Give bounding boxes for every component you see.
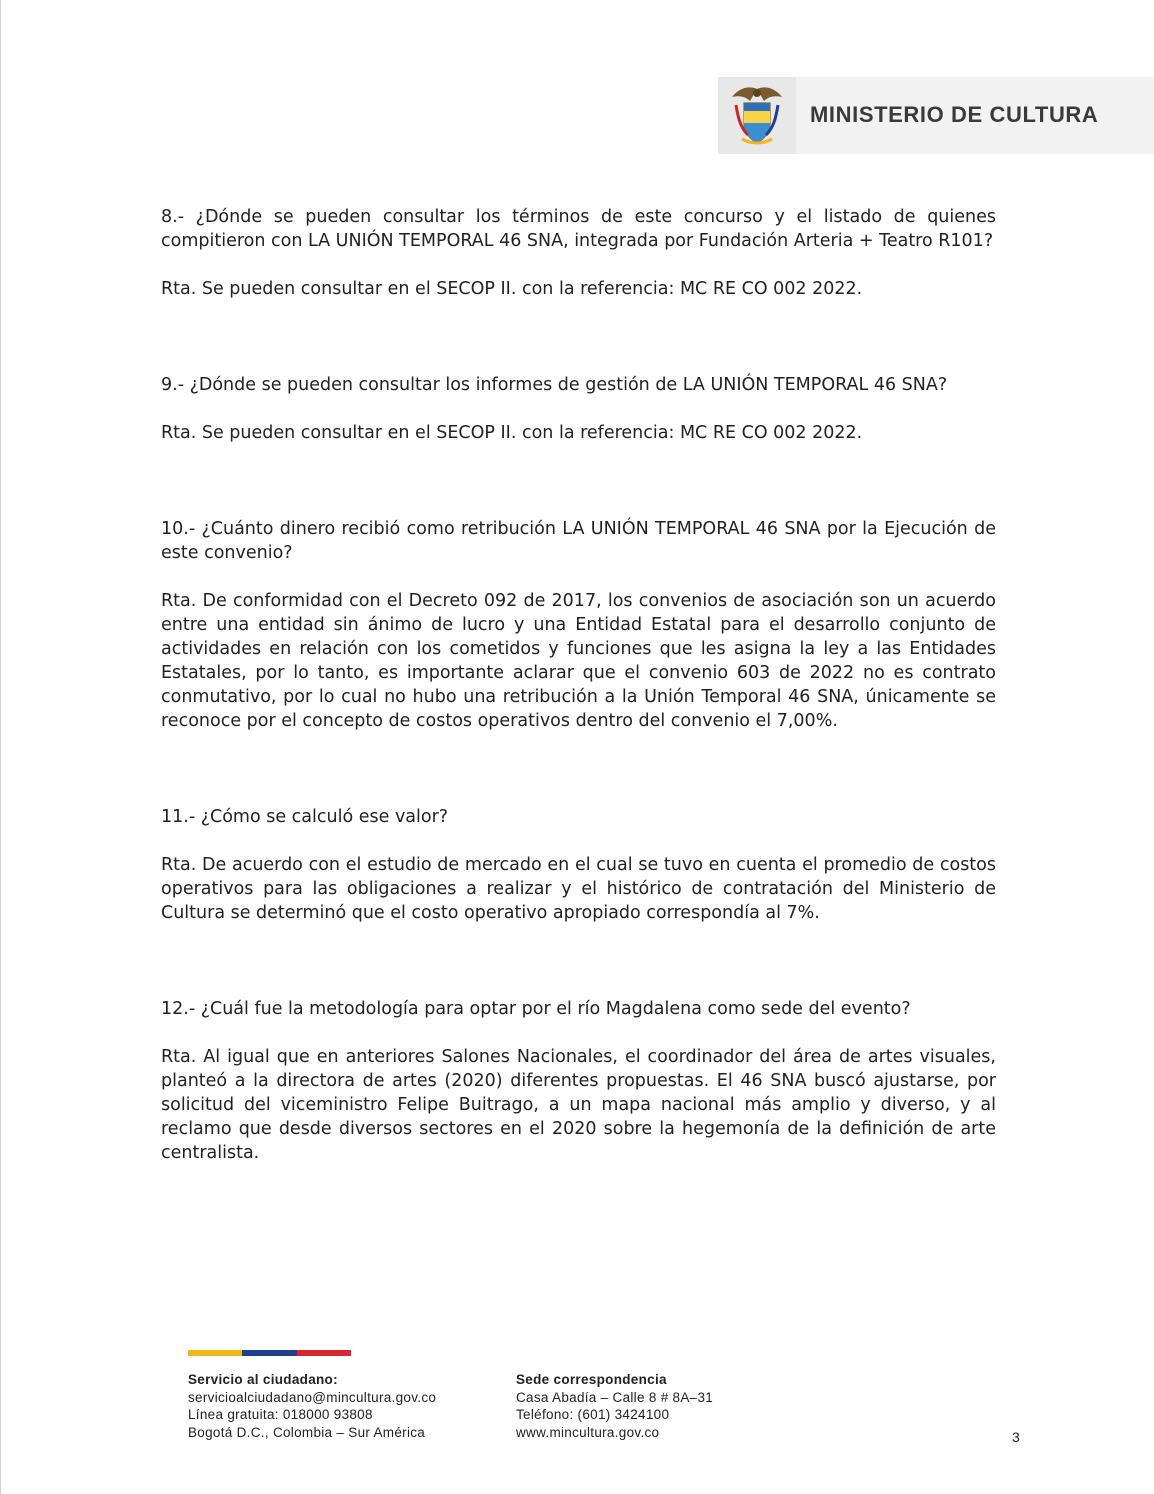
flag-stripe-yellow	[188, 1350, 242, 1356]
page-number: 3	[1012, 1429, 1020, 1445]
question: 10.- ¿Cuánto dinero recibió como retribución LA UNIÓN TEMPORAL 46 SNA por la Ejecución de este convenio?	[161, 519, 996, 563]
colombia-coat-of-arms-icon	[728, 83, 786, 147]
question: 8.- ¿Dónde se pueden consultar los términos de este concurso y el listado de quienes compitieron con LA UNIÓN TEMPORAL 46 SNA, integrada por Fundación Arteria + Teatro R101?	[161, 207, 996, 251]
flag-stripe-red	[297, 1350, 351, 1356]
qa-item	[161, 373, 996, 445]
flag-bar	[188, 1350, 351, 1356]
header	[718, 77, 1154, 154]
footer-citizen-service	[188, 1371, 436, 1441]
footer-location: Bogotá D.C., Colombia – Sur América	[188, 1424, 426, 1440]
ministry-name: MINISTERIO DE CULTURA	[810, 102, 1099, 127]
answer: Rta. De conformidad con el Decreto 092 de 2017, los convenios de asociación son un acuerdo entre una entidad sin ánimo de lucro y una Entidad Estatal para el desarrollo conjunto de actividades en relación con los cometidos y funciones que les asigna la ley a las Entidades Estatales, por lo tanto, es importante aclarar que el convenio 603 de 2022 no es contrato conmutativo, por lo cual no hubo una retribución a la Unión Temporal 46 SNA, únicamente se reconoce por el concepto de costos operativos dentro del convenio el 7,00%.	[161, 591, 996, 731]
footer-email[interactable]: servicioalciudadano@mincultura.gov.co	[188, 1389, 437, 1405]
footer-address: Casa Abadía – Calle 8 # 8A–31	[516, 1389, 714, 1405]
answer: Rta. De acuerdo con el estudio de mercado en el cual se tuvo en cuenta el promedio de costos operativos para las obligaciones a realizar y el histórico de contratación del Ministerio de Cultura se determinó que el costo operativo apropiado correspondía al 7%.	[161, 855, 996, 923]
flag-stripe-blue	[242, 1350, 297, 1356]
qa-item	[161, 517, 996, 733]
qa-item	[161, 205, 996, 301]
question: 11.- ¿Cómo se calculó ese valor?	[161, 807, 449, 827]
footer-heading: Sede correspondencia	[516, 1372, 667, 1387]
footer-website[interactable]: www.mincultura.gov.co	[516, 1424, 660, 1440]
answer: Rta. Al igual que en anteriores Salones Nacionales, el coordinador del área de artes visuales, planteó a la directora de artes (2020) diferentes propuestas. El 46 SNA buscó ajustarse, por solicitud del viceministro Felipe Buitrago, a un mapa nacional más amplio y diverso, y al reclamo que desde diversos sectores en el 2020 sobre la hegemonía de la definición de arte centralista.	[161, 1047, 996, 1163]
footer-telephone: Teléfono: (601) 3424100	[516, 1407, 670, 1422]
question: 12.- ¿Cuál fue la metodología para optar por el río Magdalena como sede del evento?	[161, 999, 911, 1019]
qa-item	[161, 997, 996, 1165]
page-edge	[0, 0, 1, 1494]
answer: Rta. Se pueden consultar en el SECOP II. con la referencia: MC RE CO 002 2022.	[161, 279, 863, 299]
qa-item	[161, 805, 996, 925]
footer-phone: Línea gratuita: 018000 93808	[188, 1407, 373, 1422]
answer: Rta. Se pueden consultar en el SECOP II. con la referencia: MC RE CO 002 2022.	[161, 423, 863, 443]
logo-cell	[718, 77, 796, 154]
footer-heading: Servicio al ciudadano:	[188, 1372, 338, 1387]
qa-content	[161, 205, 996, 1213]
footer-correspondence	[516, 1371, 713, 1441]
question: 9.- ¿Dónde se pueden consultar los informes de gestión de LA UNIÓN TEMPORAL 46 SNA?	[161, 375, 948, 395]
